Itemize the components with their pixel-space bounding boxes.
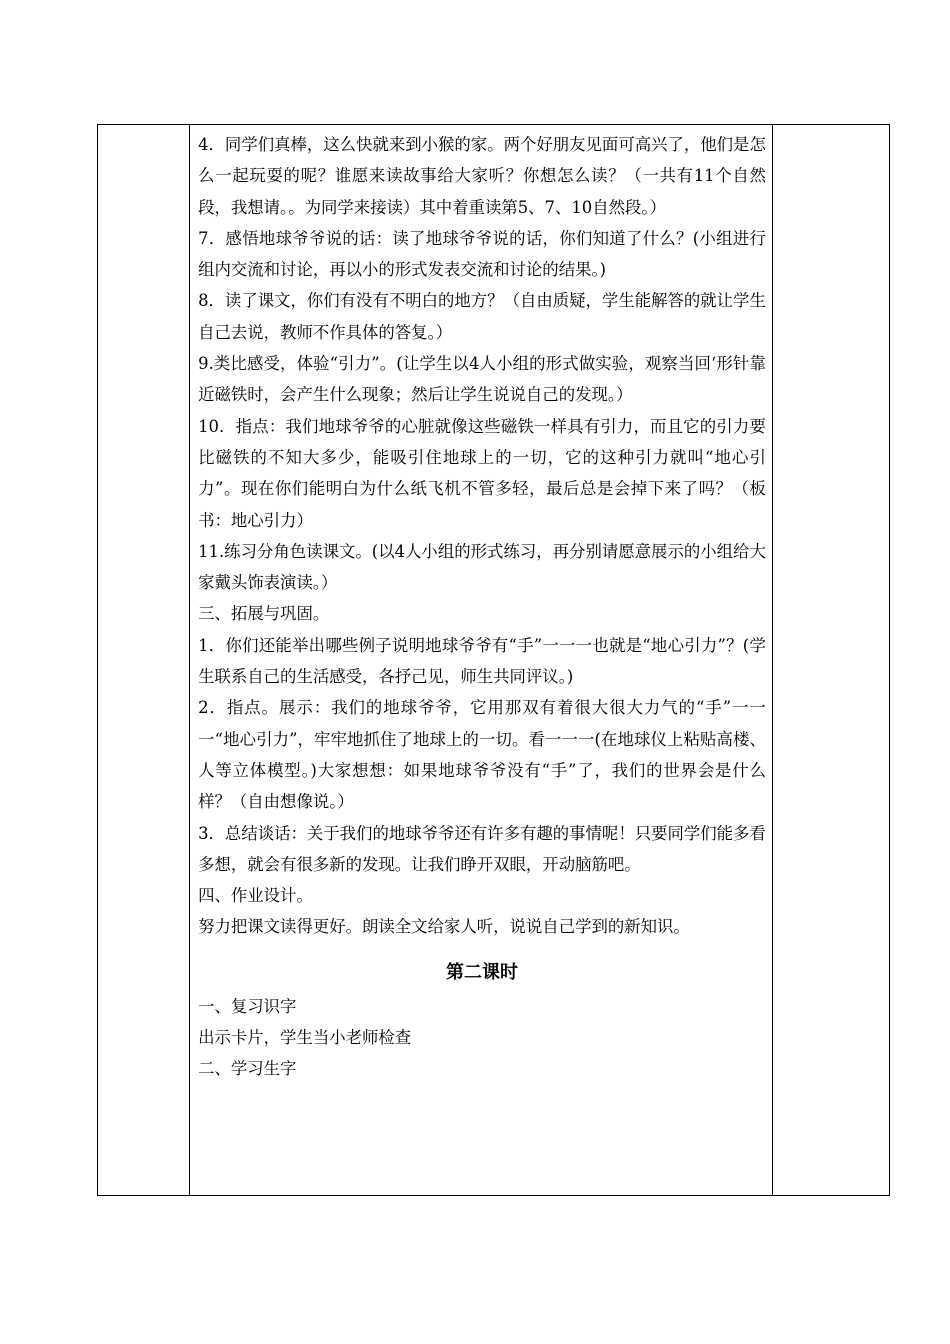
paragraph: 出示卡片，学生当小老师检查 bbox=[198, 1028, 412, 1048]
lesson-content bbox=[190, 125, 772, 1085]
paragraph: 4．同学们真棒，这么快就来到小猴的家。两个好朋友见面可高兴了，他们是怎么一起玩耍的呢？谁愿来读故事给大家听？你想怎么读？（一共有11个自然段，我想请。。为同学来接读）其中着重读第5、7、10自然段。） bbox=[198, 135, 766, 217]
paragraph: 9.类比感受，体验“引力”。(让学生以4人小组的形式做实验，观察当回‘形针靠近磁铁时，会产生什么现象；然后让学生说说自己的发现。） bbox=[198, 354, 766, 405]
paragraph: 1．你们还能举出哪些例子说明地球爷爷有“手”一一一也就是“地心引力”？(学生联系自己的生活感受，各抒己见，师生共同评议。) bbox=[198, 635, 766, 687]
paragraph: 10．指点：我们地球爷爷的心脏就像这些磁铁一样具有引力，而且它的引力要比磁铁的不知大多少，能吸引住地球上的一切，它的这种引力就叫“地心引力”。现在你们能明白为什么纸飞机不管多轻，最后总是会掉下来了吗？（板书：地心引力） bbox=[198, 416, 766, 530]
table-row bbox=[98, 125, 890, 1196]
left-column-cell bbox=[98, 125, 190, 1196]
section-heading: 三、拓展与巩固。 bbox=[198, 604, 330, 624]
paragraph: 3．总结谈话：关于我们的地球爷爷还有许多有趣的事情呢！只要同学们能多看多想，就会有很多新的发现。让我们睁开双眼，开动脑筋吧。 bbox=[198, 823, 766, 874]
section-heading: 二、学习生字 bbox=[198, 1059, 297, 1079]
paragraph: 努力把课文读得更好。朗读全文给家人听，说说自己学到的新知识。 bbox=[198, 917, 690, 937]
paragraph: 7．感悟地球爷爷说的话：读了地球爷爷说的话，你们知道了什么？(小组进行组内交流和讨论，再以小的形式发表交流和讨论的结果。) bbox=[198, 228, 766, 280]
section-heading: 一、复习识字 bbox=[198, 996, 297, 1016]
right-column-cell bbox=[772, 125, 889, 1196]
lesson-plan-table bbox=[97, 124, 890, 1196]
paragraph: 2．指点。展示：我们的地球爷爷，它用那双有着很大很大力气的“手”一一一“地心引力”，牢牢地抓住了地球上的一切。看一一一(在地球仪上粘贴高楼、人等立体模型。)大家想想：如果地球爷爷没有“手”了，我们的世界会是什么样？（自由想像说。） bbox=[198, 698, 766, 812]
content-cell bbox=[190, 125, 773, 1196]
section-heading: 四、作业设计。 bbox=[198, 886, 313, 906]
paragraph: 11.练习分角色读课文。(以4人小组的形式练习，再分别请愿意展示的小组给大家戴头饰表演读。） bbox=[198, 541, 766, 593]
paragraph: 8．读了课文，你们有没有不明白的地方？（自由质疑，学生能解答的就让学生自己去说，教师不作具体的答复。） bbox=[198, 291, 766, 342]
session-title: 第二课时 bbox=[445, 961, 518, 983]
